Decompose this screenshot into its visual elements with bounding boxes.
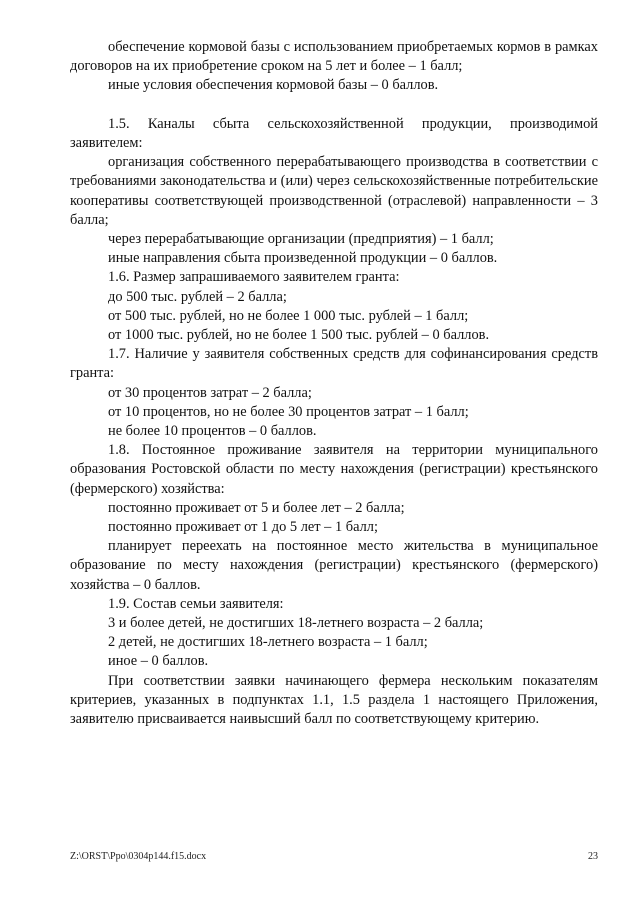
page-number: 23 bbox=[588, 851, 598, 862]
paragraph-plans-to-move: планирует переехать на постоянное место жительства в муниципальное образование по месту нахождения (регистрации) крестьянского (фермерского) хозяйства – 0 баллов. bbox=[70, 538, 598, 593]
paragraph-other-family: иное – 0 баллов. bbox=[108, 653, 209, 670]
paragraph-highest-score-rule: При соответствии заявки начинающего фермера нескольким показателям критериев, указанных в подпунктах 1.1, 1.5 раздела 1 настоящего Приложения, заявителю присваивается наивысший балл по соответствующему критерию. bbox=[70, 672, 598, 728]
paragraph-other-sales: иные направления сбыта произведенной продукции – 0 баллов. bbox=[108, 250, 498, 267]
paragraph-resides-5-plus: постоянно проживает от 5 и более лет – 2 балла; bbox=[108, 499, 405, 516]
section-1-7-heading: 1.7. Наличие у заявителя собственных средств для софинансирования средств гранта: bbox=[70, 346, 598, 382]
paragraph-feed-other: иные условия обеспечения кормовой базы – 0 баллов. bbox=[108, 77, 439, 94]
section-1-9-heading: 1.9. Состав семьи заявителя: bbox=[108, 595, 284, 612]
footer-file-path: Z:\ORST\Ppo\0304p144.f15.docx bbox=[70, 851, 207, 862]
section-1-6-heading: 1.6. Размер запрашиваемого заявителем гранта: bbox=[108, 269, 400, 286]
paragraph-processing-orgs: через перерабатывающие организации (предприятия) – 1 балл; bbox=[108, 231, 494, 248]
paragraph-children-2: 2 детей, не достигших 18-летнего возраста – 1 балл; bbox=[108, 634, 428, 651]
paragraph-funds-10-30: от 10 процентов, но не более 30 процентов затрат – 1 балл; bbox=[108, 403, 469, 420]
paragraph-feed-contracts: обеспечение кормовой базы с использованием приобретаемых кормов в рамках договоров на их приобретение сроком на 5 лет и более – 1 балл; bbox=[70, 39, 598, 75]
paragraph-grant-up-to-500: до 500 тыс. рублей – 2 балла; bbox=[108, 288, 287, 305]
paragraph-children-3-plus: 3 и более детей, не достигших 18-летнего возраста – 2 балла; bbox=[108, 615, 484, 632]
paragraph-grant-500-1000: от 500 тыс. рублей, но не более 1 000 тыс. рублей – 1 балл; bbox=[108, 307, 469, 324]
paragraph-spacer bbox=[70, 96, 598, 115]
paragraph-own-processing: организация собственного перерабатывающего производства в соответствии с требованиями законодательства и (или) через сельскохозяйственные потребительские кооперативы соответствующей производственной (отраслевой) направленности – 3 балла; bbox=[70, 154, 598, 228]
section-1-5-heading: 1.5. Каналы сбыта сельскохозяйственной продукции, производимой заявителем: bbox=[70, 115, 598, 151]
paragraph-funds-30: от 30 процентов затрат – 2 балла; bbox=[108, 384, 312, 401]
section-1-8-heading: 1.8. Постоянное проживание заявителя на территории муниципального образования Ростовской области по месту нахождения (регистрации) крестьянского (фермерского) хозяйства: bbox=[70, 442, 598, 497]
document-page bbox=[70, 38, 598, 729]
paragraph-grant-1000-1500: от 1000 тыс. рублей, но не более 1 500 тыс. рублей – 0 баллов. bbox=[108, 327, 490, 344]
paragraph-funds-under-10: не более 10 процентов – 0 баллов. bbox=[108, 423, 317, 440]
paragraph-resides-1-5: постоянно проживает от 1 до 5 лет – 1 балл; bbox=[108, 519, 378, 536]
